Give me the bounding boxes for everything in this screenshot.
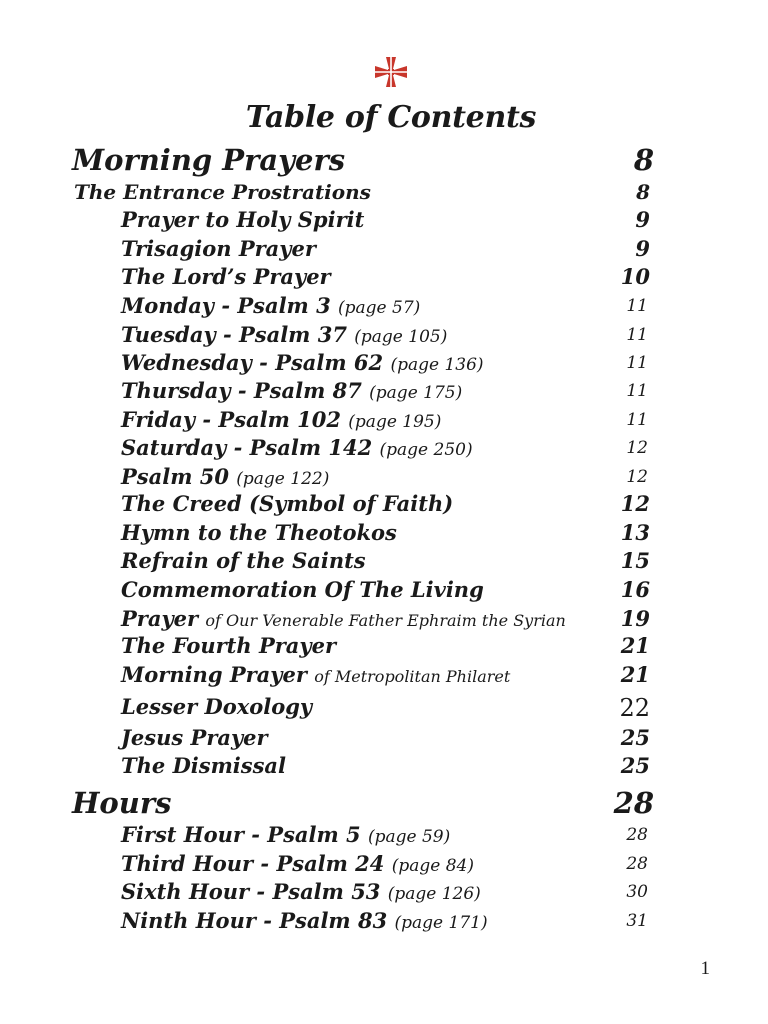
toc-entry-title (121, 293, 420, 318)
toc-entry-label: The Fourth Prayer (121, 633, 337, 658)
toc-entry-label: Ninth Hour - Psalm 83 (121, 908, 388, 933)
toc-entry-subtitle: (page 84) (391, 856, 474, 876)
toc-entry-label: Monday - Psalm 3 (121, 293, 331, 318)
toc-entry-label: Hymn to the Theotokos (121, 520, 397, 545)
toc-entry-subtitle: (page 59) (367, 827, 451, 847)
toc-entry-label: Third Hour - Psalm 24 (121, 851, 385, 876)
toc-entry-label: Hours (72, 786, 172, 820)
toc-entry-label: Lesser Doxology (121, 694, 313, 719)
toc-entry-title (121, 662, 510, 687)
toc-page-number: 13 (620, 520, 650, 545)
toc-page-number: 12 (620, 491, 650, 516)
toc-entry-title (121, 606, 566, 631)
toc-page-number: 21 (620, 662, 650, 687)
toc-entry-label: Morning Prayers (72, 143, 346, 177)
toc-entry-title (121, 633, 336, 658)
toc-page-number: 8 (636, 180, 650, 204)
toc-entry-subtitle: (page 122) (236, 469, 330, 489)
toc-entry-title (121, 851, 474, 876)
toc-entry-subtitle: (page 57) (338, 298, 421, 318)
toc-page-number: 28 (613, 786, 654, 820)
toc-page-number: 11 (626, 381, 648, 401)
toc-entry-subtitle: (page 126) (387, 884, 481, 904)
toc-entry-title (121, 753, 286, 778)
toc-entry-title (72, 143, 345, 177)
toc-entry-label: The Entrance Prostrations (74, 180, 371, 204)
toc-entry-label: Tuesday - Psalm 37 (121, 322, 347, 347)
toc-entry-label: Commemoration Of The Living (121, 577, 484, 602)
toc-entry-title (121, 264, 331, 289)
toc-entry-label: Thursday - Psalm 87 (121, 378, 362, 403)
toc-entry-title (121, 378, 462, 403)
toc-entry-subtitle: (page 195) (348, 412, 442, 432)
toc-page-number: 11 (626, 353, 648, 373)
toc-entry-label: Prayer (121, 606, 199, 631)
toc-entry-subtitle: (page 105) (354, 327, 448, 347)
toc-page-number: 28 (626, 854, 648, 874)
toc-entry-subtitle: (page 171) (394, 913, 488, 933)
toc-entry-title (121, 694, 312, 719)
toc-entry-title (121, 207, 364, 232)
toc-entry-label: Prayer to Holy Spirit (121, 207, 365, 232)
toc-page-number: 21 (620, 633, 650, 658)
toc-entry-subtitle: (page 250) (379, 440, 473, 460)
toc-entry-title (121, 407, 441, 432)
toc-entry-title (121, 322, 447, 347)
toc-page-number: 12 (626, 467, 648, 487)
toc-entry-label: The Lord’s Prayer (121, 264, 331, 289)
toc-entry-title (121, 879, 481, 904)
toc-page-number: 12 (626, 438, 648, 458)
toc-entry-title (121, 725, 268, 750)
toc-page-number: 28 (626, 825, 648, 845)
toc-entry-title (121, 577, 484, 602)
toc-page-number: 11 (626, 325, 648, 345)
toc-page-number: 31 (626, 911, 648, 931)
toc-entry-title (121, 520, 397, 545)
toc-entry-title (121, 908, 488, 933)
toc-page-number: 8 (633, 143, 654, 177)
toc-entry-subtitle: (page 175) (369, 383, 463, 403)
toc-entry-subtitle: (page 136) (390, 355, 484, 375)
toc-page-number: 25 (620, 753, 650, 778)
toc-entry-label: Friday - Psalm 102 (121, 407, 341, 432)
toc-page-number: 16 (620, 577, 650, 602)
toc-entry-title (121, 464, 329, 489)
toc-entry-label: Trisagion Prayer (121, 236, 316, 261)
toc-entry-title (121, 548, 366, 573)
toc-page-number: 11 (626, 410, 648, 430)
toc-entry-label: Psalm 50 (121, 464, 229, 489)
toc-entry-title (74, 180, 371, 204)
toc-entry-title (121, 435, 473, 460)
toc-entry-label: The Creed (Symbol of Faith) (121, 491, 454, 516)
toc-page-number: 11 (626, 296, 648, 316)
toc-page-number: 10 (620, 264, 650, 289)
toc-entry-label: Saturday - Psalm 142 (121, 435, 373, 460)
toc-page-number: 30 (626, 882, 648, 902)
toc-entry-title (121, 236, 316, 261)
toc-page-number: 9 (635, 207, 650, 232)
toc-entry-label: Jesus Prayer (121, 725, 268, 750)
toc-page-number: 15 (620, 548, 650, 573)
cross-pattee-icon (374, 56, 408, 88)
toc-entry-title (121, 491, 453, 516)
toc-entry-label: The Dismissal (121, 753, 287, 778)
toc-entry-label: First Hour - Psalm 5 (121, 822, 361, 847)
toc-page-number: 22 (619, 694, 650, 722)
page-number: 1 (700, 958, 710, 979)
page-title: Table of Contents (245, 100, 537, 135)
toc-entry-title (72, 786, 171, 820)
toc-entry-label: Refrain of the Saints (121, 548, 366, 573)
toc-entry-label: Wednesday - Psalm 62 (121, 350, 384, 375)
toc-entry-label: Sixth Hour - Psalm 53 (121, 879, 381, 904)
toc-entry-label: Morning Prayer (121, 662, 307, 687)
toc-page-number: 9 (635, 236, 650, 261)
toc-page-number: 25 (620, 725, 650, 750)
toc-page-number: 19 (620, 606, 650, 631)
toc-entry-subtitle: of Our Venerable Father Ephraim the Syrian (205, 611, 566, 630)
toc-entry-title (121, 822, 450, 847)
toc-entry-title (121, 350, 484, 375)
toc-entry-subtitle: of Metropolitan Philaret (314, 667, 511, 686)
